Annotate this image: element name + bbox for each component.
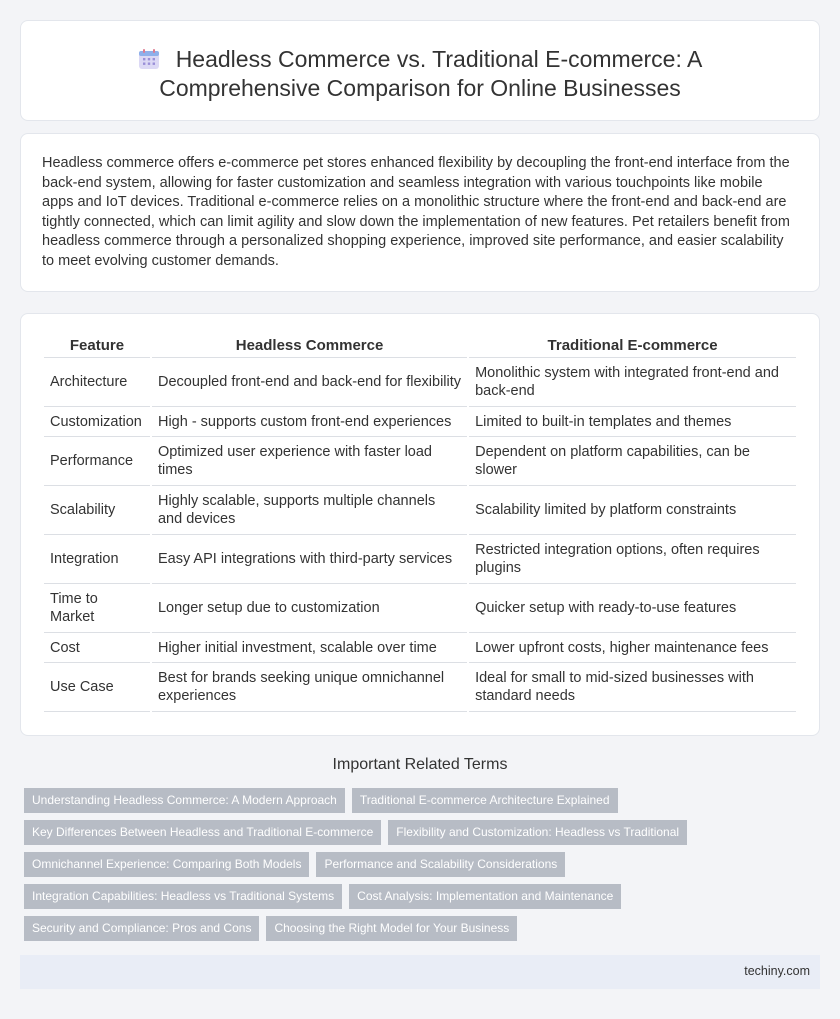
comparison-table [42, 336, 798, 712]
related-terms-list [24, 788, 824, 948]
cell-headless: High - supports custom front-end experiences [152, 407, 467, 437]
table-header-row [44, 336, 796, 358]
cell-headless: Easy API integrations with third-party services [152, 535, 467, 584]
table-row [44, 437, 796, 486]
calendar-icon [138, 48, 160, 70]
related-term-tag[interactable]: Integration Capabilities: Headless vs Traditional Systems [24, 884, 342, 909]
related-terms-title: Important Related Terms [332, 756, 508, 773]
cell-traditional: Quicker setup with ready-to-use features [469, 584, 796, 633]
tag-row [24, 884, 824, 909]
page-title: Headless Commerce vs. Traditional E-commerce: A Comprehensive Comparison for Online Businesses [159, 46, 703, 101]
tag-row [24, 820, 824, 845]
related-term-tag[interactable]: Traditional E-commerce Architecture Explained [352, 788, 618, 813]
page-title-wrap [21, 45, 819, 103]
header-headless: Headless Commerce [152, 336, 467, 358]
table-row [44, 407, 796, 437]
cell-traditional: Ideal for small to mid-sized businesses with standard needs [469, 663, 796, 712]
cell-feature: Time to Market [44, 584, 150, 633]
title-card [20, 20, 820, 121]
cell-traditional: Limited to built-in templates and themes [469, 407, 796, 437]
cell-feature: Performance [44, 437, 150, 486]
related-term-tag[interactable]: Security and Compliance: Pros and Cons [24, 916, 259, 941]
related-term-tag[interactable]: Flexibility and Customization: Headless vs Traditional [388, 820, 687, 845]
intro-paragraph: Headless commerce offers e-commerce pet stores enhanced flexibility by decoupling the front-end interface from the back-end system, allowing for faster customization and seamless integration with various touchpoints like mobile apps and IoT devices. Traditional e-commerce relies on a monolithic structure where the front-end and back-end are tightly connected, which can limit agility and slow down the implementation of new features. Pet retailers benefit from headless commerce through a personalized shopping experience, improved site performance, and easier scalability to meet evolving customer demands. [42, 155, 790, 269]
intro-card [20, 133, 820, 292]
table-row [44, 663, 796, 712]
table-row [44, 584, 796, 633]
table-row [44, 486, 796, 535]
cell-traditional: Restricted integration options, often requires plugins [469, 535, 796, 584]
header-feature: Feature [44, 336, 150, 358]
cell-feature: Cost [44, 633, 150, 663]
footer-site-link[interactable]: techiny.com [744, 964, 810, 978]
related-term-tag[interactable]: Performance and Scalability Considerations [316, 852, 565, 877]
cell-feature: Architecture [44, 358, 150, 407]
cell-headless: Optimized user experience with faster load times [152, 437, 467, 486]
related-term-tag[interactable]: Omnichannel Experience: Comparing Both Models [24, 852, 309, 877]
cell-feature: Customization [44, 407, 150, 437]
cell-headless: Decoupled front-end and back-end for flexibility [152, 358, 467, 407]
table-row [44, 535, 796, 584]
cell-traditional: Lower upfront costs, higher maintenance fees [469, 633, 796, 663]
comparison-table-card [20, 313, 820, 736]
tag-row [24, 852, 824, 877]
header-traditional: Traditional E-commerce [469, 336, 796, 358]
tag-row [24, 788, 824, 813]
cell-headless: Higher initial investment, scalable over time [152, 633, 467, 663]
table-row [44, 633, 796, 663]
related-term-tag[interactable]: Choosing the Right Model for Your Business [266, 916, 517, 941]
tag-row [24, 916, 824, 941]
table-row [44, 358, 796, 407]
cell-feature: Use Case [44, 663, 150, 712]
cell-traditional: Monolithic system with integrated front-end and back-end [469, 358, 796, 407]
cell-headless: Best for brands seeking unique omnichannel experiences [152, 663, 467, 712]
related-term-tag[interactable]: Key Differences Between Headless and Traditional E-commerce [24, 820, 381, 845]
cell-traditional: Scalability limited by platform constraints [469, 486, 796, 535]
related-term-tag[interactable]: Understanding Headless Commerce: A Modern Approach [24, 788, 345, 813]
related-term-tag[interactable]: Cost Analysis: Implementation and Maintenance [349, 884, 621, 909]
cell-headless: Longer setup due to customization [152, 584, 467, 633]
footer [20, 955, 820, 989]
cell-feature: Integration [44, 535, 150, 584]
cell-headless: Highly scalable, supports multiple channels and devices [152, 486, 467, 535]
cell-traditional: Dependent on platform capabilities, can be slower [469, 437, 796, 486]
cell-feature: Scalability [44, 486, 150, 535]
